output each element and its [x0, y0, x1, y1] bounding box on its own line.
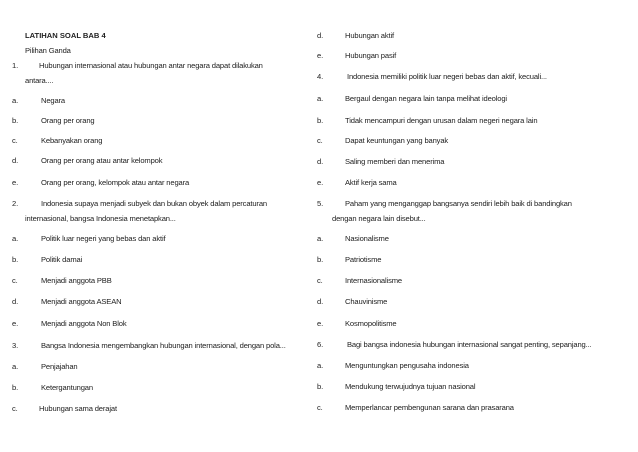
option-text: Chauvinisme: [345, 297, 388, 306]
option-letter: a.: [12, 234, 19, 243]
option-text: Dapat keuntungan yang banyak: [345, 136, 449, 145]
option-text: Penjajahan: [41, 362, 78, 371]
option-text: Hubungan pasif: [345, 51, 397, 60]
question-text-continued: antara....: [25, 76, 54, 85]
option-text: Menjadi anggota ASEAN: [41, 297, 122, 306]
section-subtitle: Pilihan Ganda: [25, 46, 71, 55]
option-letter: a.: [317, 361, 324, 370]
option-letter: e.: [317, 51, 324, 60]
option-letter: b.: [12, 116, 19, 125]
question-number: 3.: [12, 341, 19, 350]
option-letter: b.: [317, 116, 324, 125]
option-text: Orang per orang atau antar kelompok: [41, 156, 163, 165]
option-text: Politik luar negeri yang bebas dan aktif: [41, 234, 166, 243]
option-text: Saling memberi dan menerima: [345, 157, 445, 166]
option-text: Negara: [41, 96, 66, 105]
question-number: 2.: [12, 199, 19, 208]
question-number: 1.: [12, 61, 19, 70]
option-letter: b.: [317, 255, 324, 264]
option-letter: e.: [317, 178, 324, 187]
question-number: 6.: [317, 340, 324, 349]
option-letter: c.: [317, 403, 323, 412]
option-text: Internasionalisme: [345, 276, 402, 285]
option-text: Kosmopolitisme: [345, 319, 397, 328]
option-letter: c.: [12, 404, 18, 413]
option-letter: a.: [12, 96, 19, 105]
option-text: Memperlancar pembengunan sarana dan prasarana: [345, 403, 514, 412]
option-letter: c.: [317, 136, 323, 145]
option-text: Ketergantungan: [41, 383, 93, 392]
option-letter: b.: [317, 382, 324, 391]
option-letter: c.: [12, 136, 18, 145]
option-letter: c.: [317, 276, 323, 285]
option-letter: d.: [12, 156, 19, 165]
option-text: Mendukung terwujudnya tujuan nasional: [345, 382, 476, 391]
option-letter: d.: [317, 157, 324, 166]
option-text: Aktif kerja sama: [345, 178, 397, 187]
option-text: Orang per orang, kelompok atau antar negara: [41, 178, 190, 187]
question-text-continued: internasional, bangsa Indonesia menetapkan...: [25, 214, 176, 223]
question-text: Indonesia supaya menjadi subyek dan bukan obyek dalam percaturan: [41, 199, 267, 208]
question-text: Bangsa Indonesia mengembangkan hubungan internasional, dengan pola...: [41, 341, 286, 350]
option-letter: b.: [12, 383, 19, 392]
option-letter: d.: [317, 31, 324, 40]
worksheet-title: LATIHAN SOAL BAB 4: [25, 31, 106, 40]
option-text: Politik damai: [41, 255, 83, 264]
option-text: Hubungan sama derajat: [39, 404, 117, 413]
option-letter: e.: [317, 319, 324, 328]
option-text: Menjadi anggota Non Blok: [41, 319, 127, 328]
question-number: 5.: [317, 199, 324, 208]
option-text: Hubungan aktif: [345, 31, 394, 40]
option-text: Kebanyakan orang: [41, 136, 103, 145]
option-text: Bergaul dengan negara lain tanpa melihat ideologi: [345, 94, 507, 103]
question-number: 4.: [317, 72, 324, 81]
option-text: Menguntungkan pengusaha indonesia: [345, 361, 469, 370]
option-letter: e.: [12, 319, 19, 328]
option-letter: c.: [12, 276, 18, 285]
option-text: Tidak mencampuri dengan urusan dalam negeri negara lain: [345, 116, 538, 125]
option-text: Orang per orang: [41, 116, 95, 125]
option-text: Nasionalisme: [345, 234, 389, 243]
option-letter: a.: [317, 234, 324, 243]
question-text: Hubungan internasional atau hubungan antar negara dapat dilakukan: [39, 61, 263, 70]
option-letter: a.: [12, 362, 19, 371]
option-text: Patriotisme: [345, 255, 382, 264]
question-text-continued: dengan negara lain disebut...: [332, 214, 426, 223]
question-text: Bagi bangsa indonesia hubungan internasional sangat penting, sepanjang...: [347, 340, 592, 349]
option-letter: d.: [317, 297, 324, 306]
option-letter: b.: [12, 255, 19, 264]
option-text: Menjadi anggota PBB: [41, 276, 112, 285]
option-letter: a.: [317, 94, 324, 103]
option-letter: d.: [12, 297, 19, 306]
question-text: Paham yang menganggap bangsanya sendiri lebih baik di bandingkan: [345, 199, 572, 208]
option-letter: e.: [12, 178, 19, 187]
question-text: Indonesia memiliki politik luar negeri bebas dan aktif, kecuali...: [347, 72, 547, 81]
